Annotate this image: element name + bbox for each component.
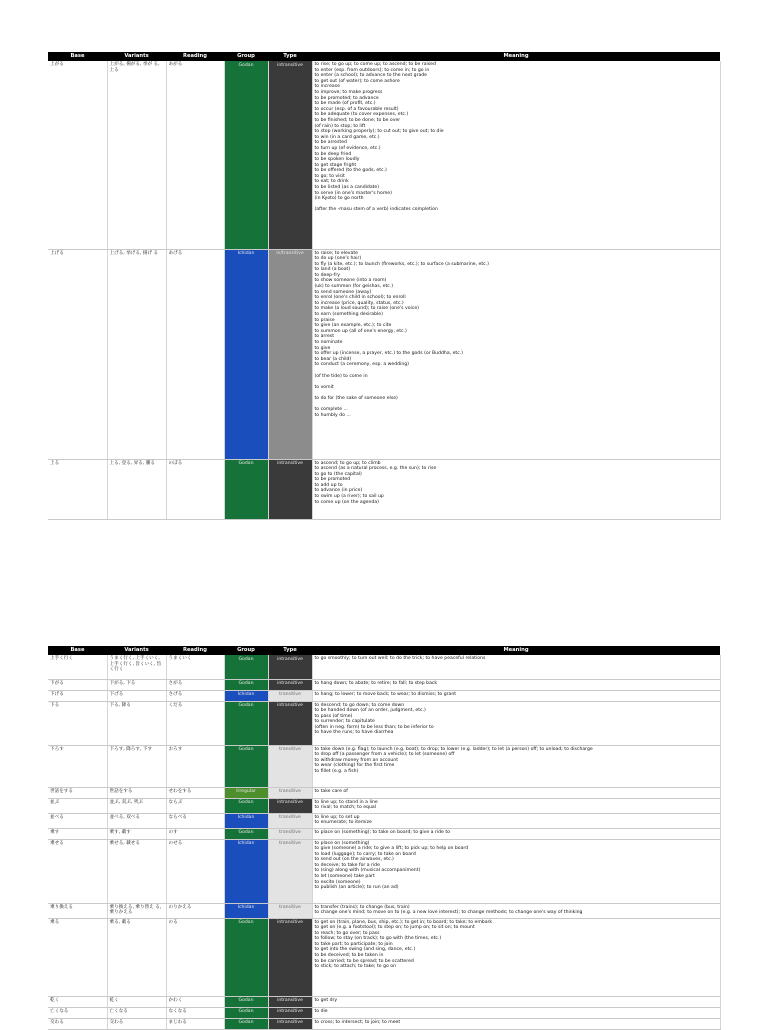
- cell-type: intransitive: [268, 655, 312, 679]
- cell-variants: 並ぶ, 双ぶ, 列ぶ: [107, 798, 166, 813]
- cell-base: 乾く: [48, 996, 107, 1007]
- cell-type: transitive: [268, 745, 312, 787]
- cell-type: transitive: [268, 828, 312, 839]
- cell-type: transitive: [268, 690, 312, 701]
- cell-meaning: to die: [312, 1007, 720, 1018]
- cell-type: intransitive: [268, 918, 312, 996]
- table-row: [48, 701, 720, 745]
- cell-base: 下げる: [48, 690, 107, 701]
- cell-meaning: to place on (something) to give (someone) a ride; to give a lift; to pick up; to help on board to load (luggage); to carry; to take on board to send out (on the airwaves, etc.) to deceive; to take for a ride to (sing) along with (musical accompaniment) to let (someone) take part to excite (someone) to publish (an article); to run (an ad): [312, 839, 720, 903]
- cell-variants: うまく行く, 上手くいく, 上手く行く, 旨くいく, 旨く行く: [107, 655, 166, 679]
- cell-meaning: to cross; to intersect; to join; to meet: [312, 1018, 720, 1029]
- cell-base: 亡くなる: [48, 1007, 107, 1018]
- cell-variants: 乾く: [107, 996, 166, 1007]
- cell-group: Godan: [224, 828, 268, 839]
- cell-base: 上手く行く: [48, 655, 107, 679]
- cell-group: Godan: [224, 61, 268, 249]
- cell-group: Ichidan: [224, 839, 268, 903]
- cell-variants: 下がる, 下る: [107, 679, 166, 690]
- cell-group: Ichidan: [224, 813, 268, 828]
- table-row: [48, 828, 720, 839]
- cell-type: intransitive: [268, 798, 312, 813]
- cell-base: 上げる: [48, 249, 107, 459]
- cell-variants: 交わる: [107, 1018, 166, 1029]
- cell-group: Godan: [224, 918, 268, 996]
- table-row: [48, 839, 720, 903]
- header-reading: Reading: [166, 52, 224, 61]
- cell-reading: あげる: [166, 249, 224, 459]
- cell-group: Godan: [224, 745, 268, 787]
- header-type: Type: [268, 646, 312, 655]
- cell-base: 乗せる: [48, 839, 107, 903]
- cell-meaning: to place on (something); to take on board; to give a ride to: [312, 828, 720, 839]
- cell-type: transitive: [268, 787, 312, 798]
- cell-reading: さげる: [166, 690, 224, 701]
- cell-type: intransitive: [268, 996, 312, 1007]
- cell-variants: 下げる: [107, 690, 166, 701]
- cell-meaning: to transfer (trains); to change (bus, train) to change one's mind; to move on to (e.g. a new love interest); to change methods; to change one's way of thinking: [312, 903, 720, 918]
- cell-reading: まじわる: [166, 1018, 224, 1029]
- cell-meaning: to hang; to lower; to move back; to wear; to dismiss; to grant: [312, 690, 720, 701]
- cell-base: 乗り換える: [48, 903, 107, 918]
- cell-reading: のぼる: [166, 459, 224, 519]
- cell-variants: 下ろす, 降ろす, 下す: [107, 745, 166, 787]
- cell-type: transitive: [268, 839, 312, 903]
- header-base: Base: [48, 52, 107, 61]
- header-group: Group: [224, 52, 268, 61]
- cell-reading: のりかえる: [166, 903, 224, 918]
- cell-meaning: to descend; to go down; to come down to be handed down (of an order, judgment, etc.) to pass (of time) to surrender; to capitulate (often in neg. form) to be less than; to be inferior to to have the runs; to have diarrhea: [312, 701, 720, 745]
- cell-group: Godan: [224, 701, 268, 745]
- verb-table: [48, 52, 721, 520]
- cell-meaning: to hang down; to abate; to retire; to fall; to step back: [312, 679, 720, 690]
- header-type: Type: [268, 52, 312, 61]
- header-meaning: Meaning: [312, 52, 720, 61]
- cell-variants: 上がる, 揚がる, 挙が る, 上る: [107, 61, 166, 249]
- cell-reading: おろす: [166, 745, 224, 787]
- cell-type: intransitive: [268, 61, 312, 249]
- cell-variants: 世話をする: [107, 787, 166, 798]
- header-variants: Variants: [107, 646, 166, 655]
- cell-meaning: to line up; to stand in a line to rival; to match; to equal: [312, 798, 720, 813]
- table-row: [48, 61, 720, 249]
- cell-base: 乗る: [48, 918, 107, 996]
- cell-base: 世話をする: [48, 787, 107, 798]
- table-row: [48, 787, 720, 798]
- cell-reading: かわく: [166, 996, 224, 1007]
- cell-type: intransitive: [268, 701, 312, 745]
- table-row: [48, 459, 720, 519]
- cell-reading: のす: [166, 828, 224, 839]
- cell-meaning: to line up; to set up to enumerate; to itemize: [312, 813, 720, 828]
- cell-group: Godan: [224, 1007, 268, 1018]
- cell-group: Ichidan: [224, 249, 268, 459]
- cell-meaning: to get on (train, plane, bus, ship, etc.); to get in; to board; to take; to embark to get on (e.g. a footstool); to step on; to jump on; to sit on; to mount to reach; to go over; to pass to follow; to stay (on track); to go with (the times, etc.) to take part; to participate; to join to get into the swing (and sing, dance, etc.) to be deceived; to be taken in to be carried; to be spread; to be scattered to stick; to attach; to take; to go on: [312, 918, 720, 996]
- cell-type: intransitive: [268, 1007, 312, 1018]
- header-group: Group: [224, 646, 268, 655]
- cell-reading: せわをする: [166, 787, 224, 798]
- verb-table-2: [48, 646, 720, 1030]
- cell-reading: うまくいく: [166, 655, 224, 679]
- cell-variants: 上げる, 挙げる, 揚げ る: [107, 249, 166, 459]
- cell-base: 下ろす: [48, 745, 107, 787]
- cell-meaning: to get dry: [312, 996, 720, 1007]
- table-row: [48, 903, 720, 918]
- cell-variants: 並べる, 双べる: [107, 813, 166, 828]
- table-row: [48, 655, 720, 679]
- cell-type: in/transitive: [268, 249, 312, 459]
- table-row: [48, 918, 720, 996]
- cell-type: intransitive: [268, 679, 312, 690]
- cell-type: transitive: [268, 813, 312, 828]
- cell-type: transitive: [268, 903, 312, 918]
- table-row: [48, 745, 720, 787]
- cell-meaning: to raise; to elevate to do up (one's hair) to fly (a kite, etc.); to launch (fireworks, etc.); to surface (a submarine, etc.) to land (a boat) to deep-fry to show someone (into a room) (uk) to summon (for geishas, etc.) to send someone (away) to enrol (one's child in school); to enroll to increase (price, quality, status, etc.) to make (a loud sound); to raise (one's voice) to earn (something desirable) to praise to give (an example, etc.); to cite to summon up (all of one's energy, etc.) to arrest to nominate to give to offer up (incense, a prayer, etc.) to the gods (or Buddha, etc.) to bear (a child) to conduct (a ceremony, esp. a wedding) (of the tide) to come in to vomit to do for (the sake of someone else) to complete ... to humbly do ...: [312, 249, 720, 459]
- cell-variants: 乗せる, 載せる: [107, 839, 166, 903]
- cell-meaning: to take care of: [312, 787, 720, 798]
- verb-table: [48, 646, 721, 1030]
- header-variants: Variants: [107, 52, 166, 61]
- cell-base: 並べる: [48, 813, 107, 828]
- cell-variants: 上る, 登る, 昇る, 騰る: [107, 459, 166, 519]
- cell-reading: のる: [166, 918, 224, 996]
- cell-base: 上がる: [48, 61, 107, 249]
- cell-reading: のせる: [166, 839, 224, 903]
- cell-type: intransitive: [268, 1018, 312, 1029]
- cell-meaning: to rise; to go up; to come up; to ascend; to be raised to enter (esp. from outdoors); to come in; to go in to enter (a school); to advance to the next grade to get out (of water); to come ashore to increase to improve; to make progress to be promoted; to advance to be made (of profit, etc.) to occur (esp. of a favourable result) to be adequate (to cover expenses, etc.) to be finished; to be done; to be over (of rain) to stop; to lift to stop (working properly); to cut out; to give out; to die to win (in a card game, etc.) to be arrested to turn up (of evidence, etc.) to be deep fried to be spoken loudly to get stage fright to be offered (to the gods, etc.) to go; to visit to eat; to drink to be listed (as a candidate) to serve (in one's master's home) (in Kyoto) to go north (after the -masu stem of a verb) indicates completion: [312, 61, 720, 249]
- cell-reading: ならぶ: [166, 798, 224, 813]
- cell-group: Ichidan: [224, 903, 268, 918]
- cell-group: Godan: [224, 1018, 268, 1029]
- table-row: [48, 1007, 720, 1018]
- cell-type: intransitive: [268, 459, 312, 519]
- table-row: [48, 798, 720, 813]
- header-reading: Reading: [166, 646, 224, 655]
- cell-meaning: to go smoothly; to turn out well; to do the trick; to have peaceful relations: [312, 655, 720, 679]
- table-row: [48, 996, 720, 1007]
- cell-base: 並ぶ: [48, 798, 107, 813]
- table-header: [48, 52, 720, 61]
- cell-reading: くだる: [166, 701, 224, 745]
- cell-variants: 下る, 降る: [107, 701, 166, 745]
- cell-group: Godan: [224, 679, 268, 690]
- header-meaning: Meaning: [312, 646, 720, 655]
- table-row: [48, 690, 720, 701]
- cell-group: Godan: [224, 655, 268, 679]
- cell-reading: あがる: [166, 61, 224, 249]
- cell-variants: 乗る, 載る: [107, 918, 166, 996]
- table-row: [48, 679, 720, 690]
- cell-reading: さがる: [166, 679, 224, 690]
- cell-group: Irregular: [224, 787, 268, 798]
- cell-meaning: to ascend; to go up; to climb to ascend (as a natural process, e.g. the sun); to rise to go to (the capital) to be promoted to add up to to advance (in price) to swim up (a river); to sail up to come up (on the agenda): [312, 459, 720, 519]
- cell-group: Godan: [224, 459, 268, 519]
- cell-meaning: to take down (e.g. flag); to launch (e.g. boat); to drop; to lower (e.g. ladder); to let (a person) off; to unload; to discharge to drop off (a passenger from a vehicle); to let (someone) off to withdraw money from an account to wear (clothing) for the first time to fillet (e.g. a fish): [312, 745, 720, 787]
- verb-table-1: [48, 52, 720, 520]
- table-row: [48, 249, 720, 459]
- cell-base: 上る: [48, 459, 107, 519]
- table-header: [48, 646, 720, 655]
- cell-base: 下がる: [48, 679, 107, 690]
- cell-base: 交わる: [48, 1018, 107, 1029]
- cell-group: Ichidan: [224, 690, 268, 701]
- cell-variants: 乗り換える, 乗り替え る, 乗りかえる: [107, 903, 166, 918]
- cell-group: Godan: [224, 798, 268, 813]
- cell-base: 乗す: [48, 828, 107, 839]
- table-row: [48, 813, 720, 828]
- cell-group: Godan: [224, 996, 268, 1007]
- cell-reading: ならべる: [166, 813, 224, 828]
- cell-reading: なくなる: [166, 1007, 224, 1018]
- cell-variants: 乗す, 載す: [107, 828, 166, 839]
- header-base: Base: [48, 646, 107, 655]
- cell-base: 下る: [48, 701, 107, 745]
- cell-variants: 亡くなる: [107, 1007, 166, 1018]
